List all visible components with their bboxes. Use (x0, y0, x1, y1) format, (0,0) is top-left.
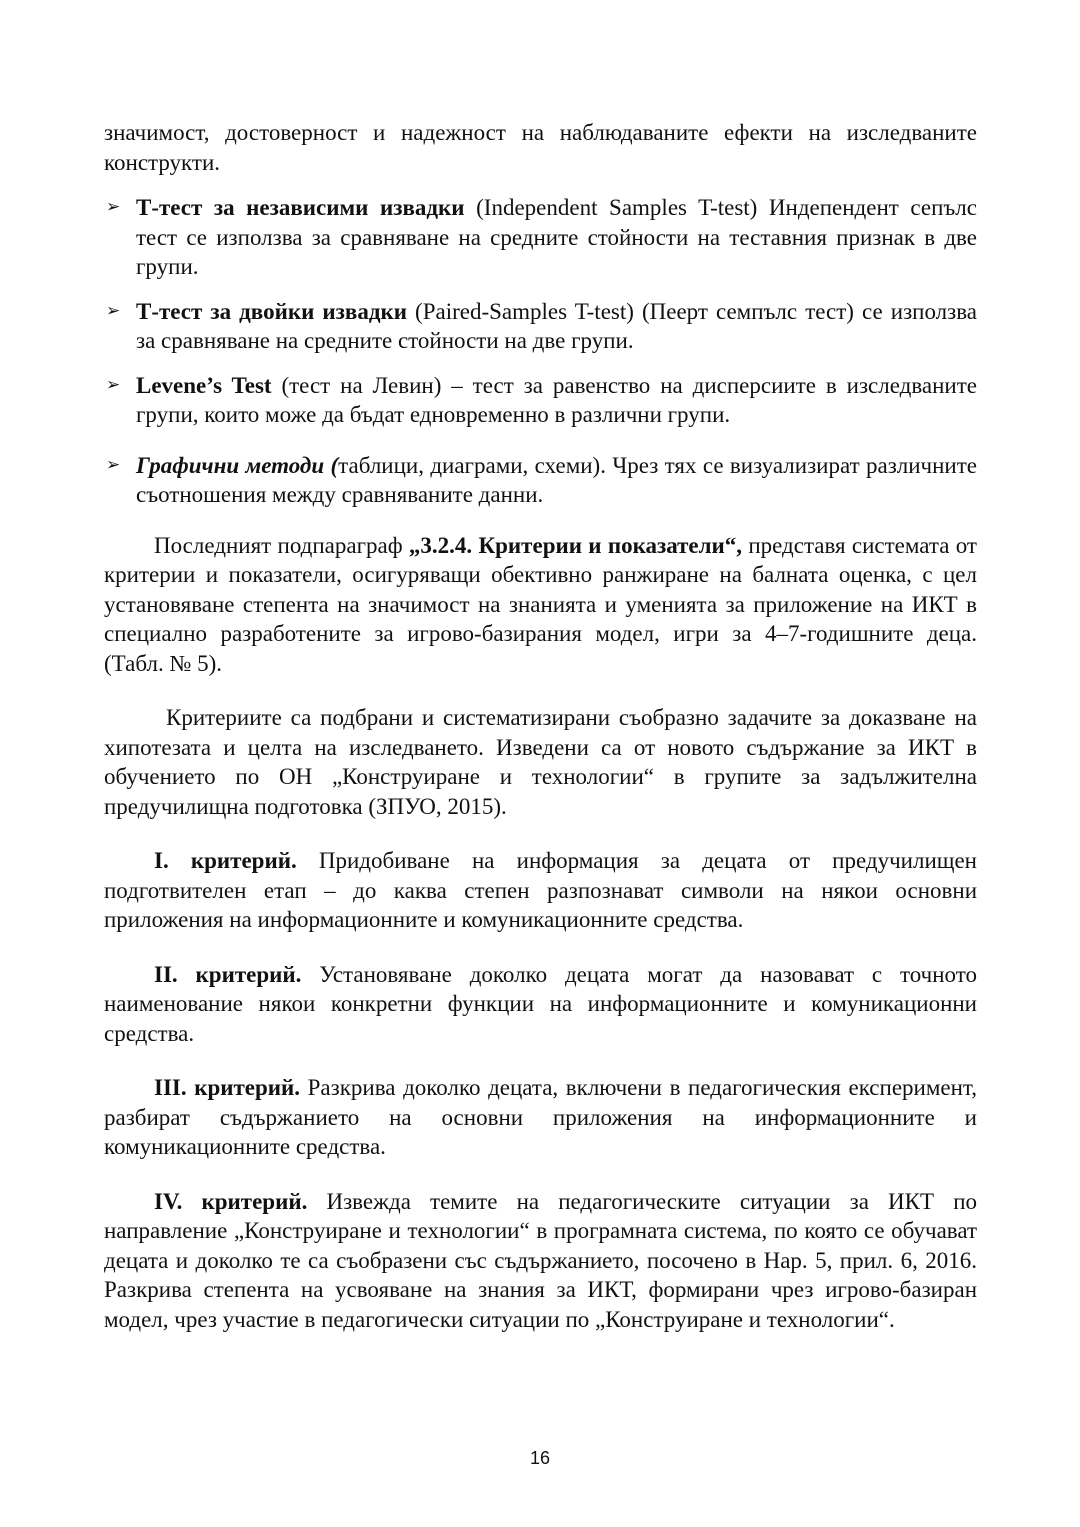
bullet-item-graphic-methods (104, 451, 977, 510)
bullet-item-independent-t-test (104, 193, 977, 282)
criterion-3 (104, 1073, 977, 1162)
criterion-1 (104, 846, 977, 935)
paragraph-criteria-selection: Критериите са подбрани и систематизирани съобразно задачите за доказване на хипотезата и целта на изследването. Изведени са от новото съдържание за ИКТ в обучението по ОН „Конструиране и технологии“ в групите за задължителна предучилищна подготовка (ЗПУО, 2015). (104, 705, 977, 819)
criterion-label: III. критерий. (154, 1075, 301, 1100)
document-body (104, 118, 977, 1359)
bullet-text: (Independent Samples T-test) Индепендент сепълс тест се използва за сравняване на средните стойности на теставния признак в две групи. (136, 195, 977, 279)
paragraph-criteria-intro: Последният подпараграф „3.2.4. Критерии и показатели“, представя системата от критерии и показатели, осигуряващи обективно ранжиране на балната оценка, с цел установяване степента на значимост на знанията и уменията за приложение на ИКТ в специално разработените за игрово-базирания модел, игри за 4–7-годишните деца. (Табл. № 5). (104, 532, 977, 676)
criterion-text: Разкрива доколко децата, включени в педагогическия експеримент, разбират съдържанието на основни приложения на информационните и комуникационните средства. (104, 1075, 977, 1159)
criterion-4 (104, 1187, 977, 1335)
arrow-bullet-icon: ➢ (106, 197, 121, 217)
criterion-label: IV. критерий. (154, 1188, 308, 1214)
bullet-term: Т-тест за двойки извадки (136, 298, 407, 324)
bullet-text: таблици, диаграми, схеми). Чрез тях се визуализират различните съотношения между сравняваните данни. (136, 452, 978, 507)
bullet-item-levene-test (104, 371, 977, 430)
criterion-text: Установяване доколко децата могат да назовават с точното наименование някои конкретни функции на информационните и комуникационни средства. (104, 961, 978, 1046)
arrow-bullet-icon: ➢ (106, 300, 121, 321)
criterion-text: Придобиване на информация за децата от предучилищен подготвителен етап – до каква степен разпознават символи на някои основни приложения на информационните и комуникационните средства. (104, 848, 977, 932)
intro-paragraph: значимост, достоверност и надежност на наблюдаваните ефекти на изследваните конструкти. (104, 120, 977, 175)
criterion-label: I. критерий. (154, 848, 297, 873)
bullet-term: Графични методи ( (136, 452, 339, 478)
bullet-text: (Paired-Samples T-test) (Пеерт семпълс тест) се използва за сравняване на средните стойности на две групи. (136, 298, 978, 353)
arrow-bullet-icon: ➢ (106, 454, 121, 475)
arrow-bullet-icon: ➢ (106, 374, 121, 395)
criterion-label: II. критерий. (154, 961, 302, 987)
bullet-term: Т-тест за независими извадки (136, 195, 465, 220)
bullet-text: (тест на Левин) – тест за равенство на дисперсиите в изследваните групи, които може да бъдат едновременно в различни групи. (136, 372, 977, 427)
page-number: 16 (529, 1448, 551, 1468)
criterion-text: Извежда темите на педагогическите ситуации за ИКТ по направление „Конструиране и технологии“ в програмната система, по която се обучават децата и доколко те са съобразени със съдържанието, посочено в Нар. 5, прил. 6, 2016. Разкрива степента на усвояване на знания за ИКТ, формирани чрез игрово-базиран модел, чрез участие в педагогически ситуации по „Конструиране и технологии“. (104, 1188, 977, 1332)
bullet-term: Levene’s Test (136, 372, 272, 398)
criterion-2 (104, 960, 977, 1049)
subparagraph-title: „3.2.4. Критерии и показатели“, (408, 532, 743, 558)
bullet-item-paired-t-test (104, 297, 977, 356)
